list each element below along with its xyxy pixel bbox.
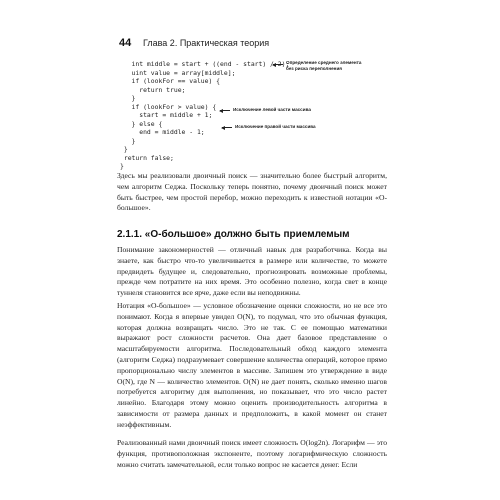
code-line: } (120, 94, 136, 102)
paragraph-1-text: Понимание закономерностей — отличный навык для разработчика. Когда вы знаете, как быстро что-то увеличивается в размере или количестве, то можете предвидеть будущее и, следовательно, прогнозировать возможные проблемы, прежде чем потратите на них время. Это особенно полезно, когда свет в конце туннеля становится все ярче, даже если вы неподвижны. (117, 245, 387, 298)
arrow-left-icon (222, 127, 232, 128)
code-line: } (120, 145, 128, 153)
code-line: uint value = array[middle]; (120, 68, 236, 77)
arrow-left-icon (220, 110, 230, 111)
code-line: if (lookFor > value) { (120, 102, 217, 111)
section-heading: 2.1.1. «О-большое» должно быть приемлемым (117, 229, 350, 240)
running-header (119, 37, 389, 51)
code-listing (120, 60, 500, 171)
code-line: } else { (120, 119, 163, 128)
paragraph-2 (117, 301, 387, 431)
code-line: int middle = start + ((end - start) / 2); (120, 60, 290, 68)
annotation-middle-line2: без риска переполнения (286, 66, 342, 71)
chapter-title: Глава 2. Практическая теория (143, 38, 270, 48)
page-number: 44 (119, 37, 132, 49)
code-line: start = middle + 1; (120, 111, 213, 119)
paragraph-3 (117, 438, 387, 470)
annotation-right-part: Исключение правой части массива (235, 124, 316, 129)
arrow-left-icon (273, 64, 283, 65)
code-line: } (120, 162, 124, 170)
annotation-middle (286, 60, 361, 72)
code-line: } (120, 136, 136, 145)
paragraph-3-text: Реализованный нами двоичный поиск имеет сложность O(log2n). Логарифм — это функция, противоположная экспоненте, поэтому логарифмическую сложность можно считать замечательной, если только вопрос не касается денег. Если (117, 438, 387, 469)
intro-text: Здесь мы реализовали двоичный поиск — значительно более быстрый алгоритм, чем алгоритм Седжа. Поскольку теперь понятно, почему двоичный поиск может быть быстрее, чем простой перебор, можно переходить к известной нотации «О-большое». (117, 171, 387, 213)
code-line: return false; (120, 153, 174, 162)
code-line: return true; (120, 85, 186, 94)
paragraph-1 (117, 245, 387, 299)
intro-paragraph (117, 171, 387, 214)
code-line: end = middle - 1; (120, 128, 205, 136)
annotation-middle-line1: Определение среднего элемента (286, 60, 362, 65)
code-line: if (lookFor == value) { (120, 77, 221, 85)
annotation-left-part: Исключение левой части массива (233, 107, 311, 112)
paragraph-2-text: Нотация «О-большое» — условное обозначение оценки сложности, но не все это понимают. Когда я впервые увидел O(N), то подумал, что это обычная функция, которая должна возвращать число. Это не так. С ее помощью математики выражают рост сложности расчетов. Она дает базовое представление о масштабируемости алгоритма. Последовательный обход каждого элемента (алгоритм Седжа) подразумевает совершение количества операций, которое прямо пропорционально числу элементов в массиве. Запишем это утверждение в виде O(N), где N — количество элементов. O(N) не дает понять, сколько именно шагов потребуется алгоритму для выполнения, но показывает, что это число растет линейно. Благодаря этому можно оценить производительность алгоритма в зависимости от размера данных и предположить, в какой момент он станет неэффективным. (117, 301, 387, 429)
